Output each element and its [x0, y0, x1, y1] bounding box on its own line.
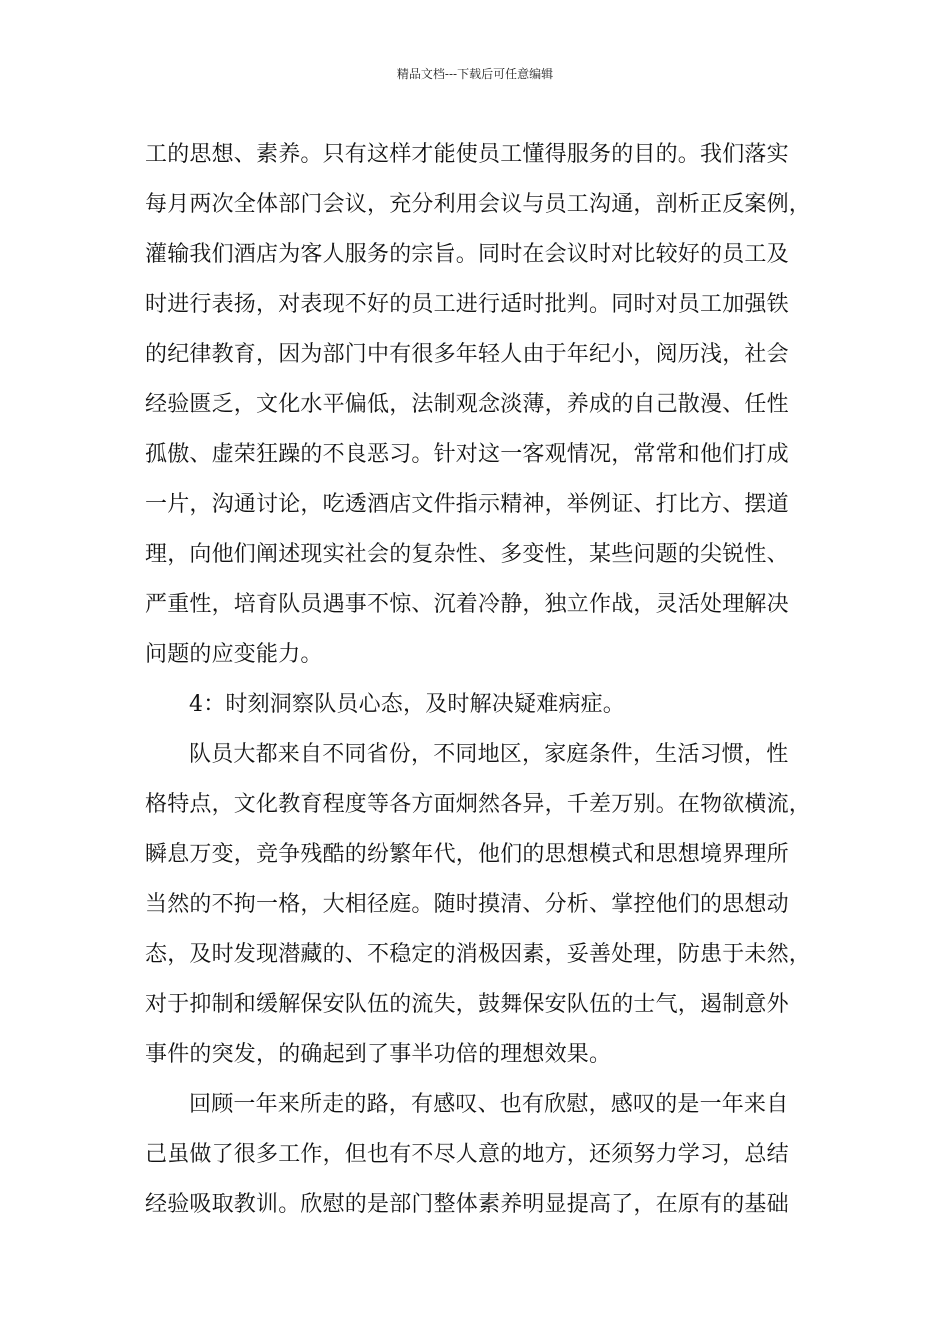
text-line: 己虽做了很多工作，但也有不尽人意的地方，还须努力学习，总结 — [145, 1142, 789, 1167]
text-line: 当然的不拘一格，大相径庭。随时摸清、分析、掌控他们的思想动 — [145, 892, 789, 917]
text-line: 灌输我们酒店为客人服务的宗旨。同时在会议时对比较好的员工及 — [145, 242, 789, 267]
text-line: 回顾一年来所走的路，有感叹、也有欣慰，感叹的是一年来自 — [189, 1092, 789, 1117]
text-line: 经验匮乏，文化水平偏低，法制观念淡薄，养成的自己散漫、任性 — [145, 392, 789, 417]
text-line: 格特点，文化教育程度等各方面炯然各异，千差万别。在物欲横流， — [145, 792, 812, 817]
text-line: 队员大都来自不同省份，不同地区，家庭条件，生活习惯，性 — [189, 742, 789, 767]
page-header: 精品文档---下载后可任意编辑 — [396, 67, 554, 81]
text-line: 态，及时发现潜藏的、不稳定的消极因素，妥善处理，防患于未然， — [145, 942, 812, 967]
text-line: 时进行表扬，对表现不好的员工进行适时批判。同时对员工加强铁 — [145, 292, 789, 317]
text-line: 瞬息万变，竞争残酷的纷繁年代，他们的思想模式和思想境界理所 — [145, 842, 789, 867]
text-line: 经验吸取教训。欣慰的是部门整体素养明显提高了，在原有的基础 — [145, 1192, 789, 1217]
text-line: 问题的应变能力。 — [145, 642, 323, 667]
text-line: 对于抑制和缓解保安队伍的流失，鼓舞保安队伍的士气，遏制意外 — [145, 992, 789, 1017]
text-line: 严重性，培育队员遇事不惊、沉着冷静，独立作战，灵活处理解决 — [145, 592, 789, 617]
text-line: 每月两次全体部门会议，充分利用会议与员工沟通，剖析正反案例， — [145, 192, 812, 217]
document-body — [145, 130, 835, 1230]
text-line: 理，向他们阐述现实社会的复杂性、多变性，某些问题的尖锐性、 — [145, 542, 789, 567]
text-line: 孤傲、虚荣狂躁的不良恶习。针对这一客观情况，常常和他们打成 — [145, 442, 789, 467]
text-line: 事件的突发，的确起到了事半功倍的理想效果。 — [145, 1042, 612, 1067]
text-line: 工的思想、素养。只有这样才能使员工懂得服务的目的。我们落实 — [145, 142, 789, 167]
text-line: 一片，沟通讨论，吃透酒店文件指示精神，举例证、打比方、摆道 — [145, 492, 789, 517]
text-line: 的纪律教育，因为部门中有很多年轻人由于年纪小，阅历浅，社会 — [145, 342, 789, 367]
section-heading: 4：时刻洞察队员心态，及时解决疑难病症。 — [189, 692, 625, 717]
